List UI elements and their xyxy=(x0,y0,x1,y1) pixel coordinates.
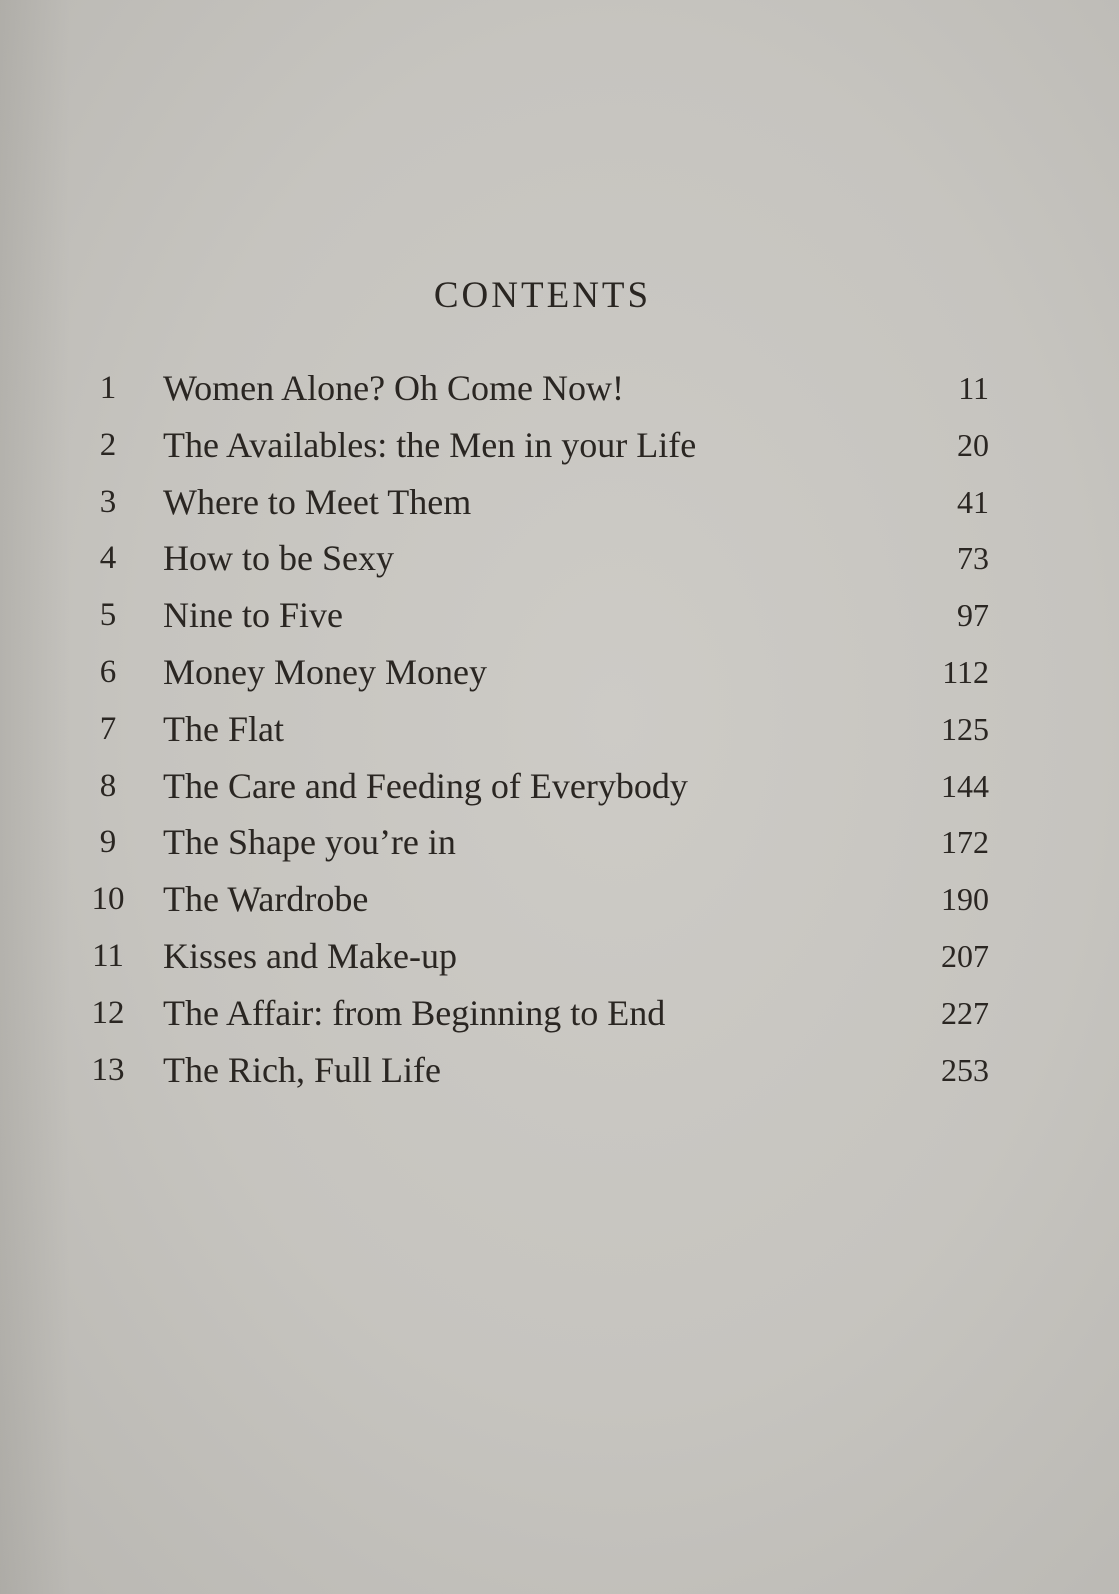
chapter-title: Kisses and Make-up xyxy=(163,935,457,976)
chapter-page-number: 172 xyxy=(941,824,989,861)
chapter-page-number: 97 xyxy=(957,597,989,634)
chapter-number: 7 xyxy=(99,710,117,747)
chapter-title: The Shape you’re in xyxy=(163,822,456,863)
chapter-number: 5 xyxy=(99,597,117,634)
toc-entry xyxy=(0,593,1119,650)
chapter-number: 12 xyxy=(91,994,125,1031)
chapter-page-number: 227 xyxy=(941,994,989,1031)
toc-entry xyxy=(0,934,1119,991)
chapter-page-number: 11 xyxy=(958,370,989,406)
chapter-page-number: 144 xyxy=(941,767,989,804)
contents-heading: CONTENTS xyxy=(433,275,652,316)
toc-entry xyxy=(0,536,1119,593)
toc-entry xyxy=(0,991,1119,1048)
chapter-page-number: 190 xyxy=(941,881,989,918)
chapter-page-number: 73 xyxy=(957,540,989,577)
toc-entry xyxy=(0,366,1119,423)
chapter-title: The Flat xyxy=(163,708,284,749)
chapter-title: Money Money Money xyxy=(163,651,487,692)
chapter-title: The Care and Feeding of Everybody xyxy=(163,765,688,806)
toc-entry xyxy=(0,707,1119,764)
chapter-number: 1 xyxy=(99,370,117,406)
toc-entry xyxy=(0,480,1119,537)
chapter-number: 2 xyxy=(99,426,117,463)
chapter-title: How to be Sexy xyxy=(163,538,394,579)
chapter-number: 6 xyxy=(99,653,117,690)
chapter-title: The Rich, Full Life xyxy=(163,1049,441,1090)
chapter-number: 8 xyxy=(99,767,117,804)
chapter-title: The Availables: the Men in your Life xyxy=(163,424,697,465)
toc-entry xyxy=(0,820,1119,877)
chapter-page-number: 253 xyxy=(941,1051,989,1088)
chapter-page-number: 112 xyxy=(942,653,989,690)
chapter-title: The Affair: from Beginning to End xyxy=(163,992,666,1033)
toc-entry xyxy=(0,764,1119,821)
toc-entry xyxy=(0,650,1119,707)
chapter-number: 9 xyxy=(99,824,117,861)
chapter-page-number: 125 xyxy=(941,710,989,747)
toc-entry xyxy=(0,877,1119,934)
chapter-page-number: 207 xyxy=(941,937,989,974)
toc-entry xyxy=(0,1048,1119,1105)
chapter-title: Women Alone? Oh Come Now! xyxy=(163,368,625,408)
table-of-contents xyxy=(0,366,1119,1104)
chapter-number: 13 xyxy=(91,1051,125,1088)
chapter-title: The Wardrobe xyxy=(163,879,369,920)
chapter-title: Nine to Five xyxy=(163,595,343,636)
chapter-number: 4 xyxy=(99,540,117,577)
toc-entry xyxy=(0,423,1119,480)
chapter-number: 10 xyxy=(91,881,125,918)
chapter-number: 11 xyxy=(92,937,124,974)
chapter-number: 3 xyxy=(99,483,117,520)
chapter-page-number: 41 xyxy=(957,483,989,520)
chapter-page-number: 20 xyxy=(957,426,989,463)
chapter-title: Where to Meet Them xyxy=(163,481,472,522)
